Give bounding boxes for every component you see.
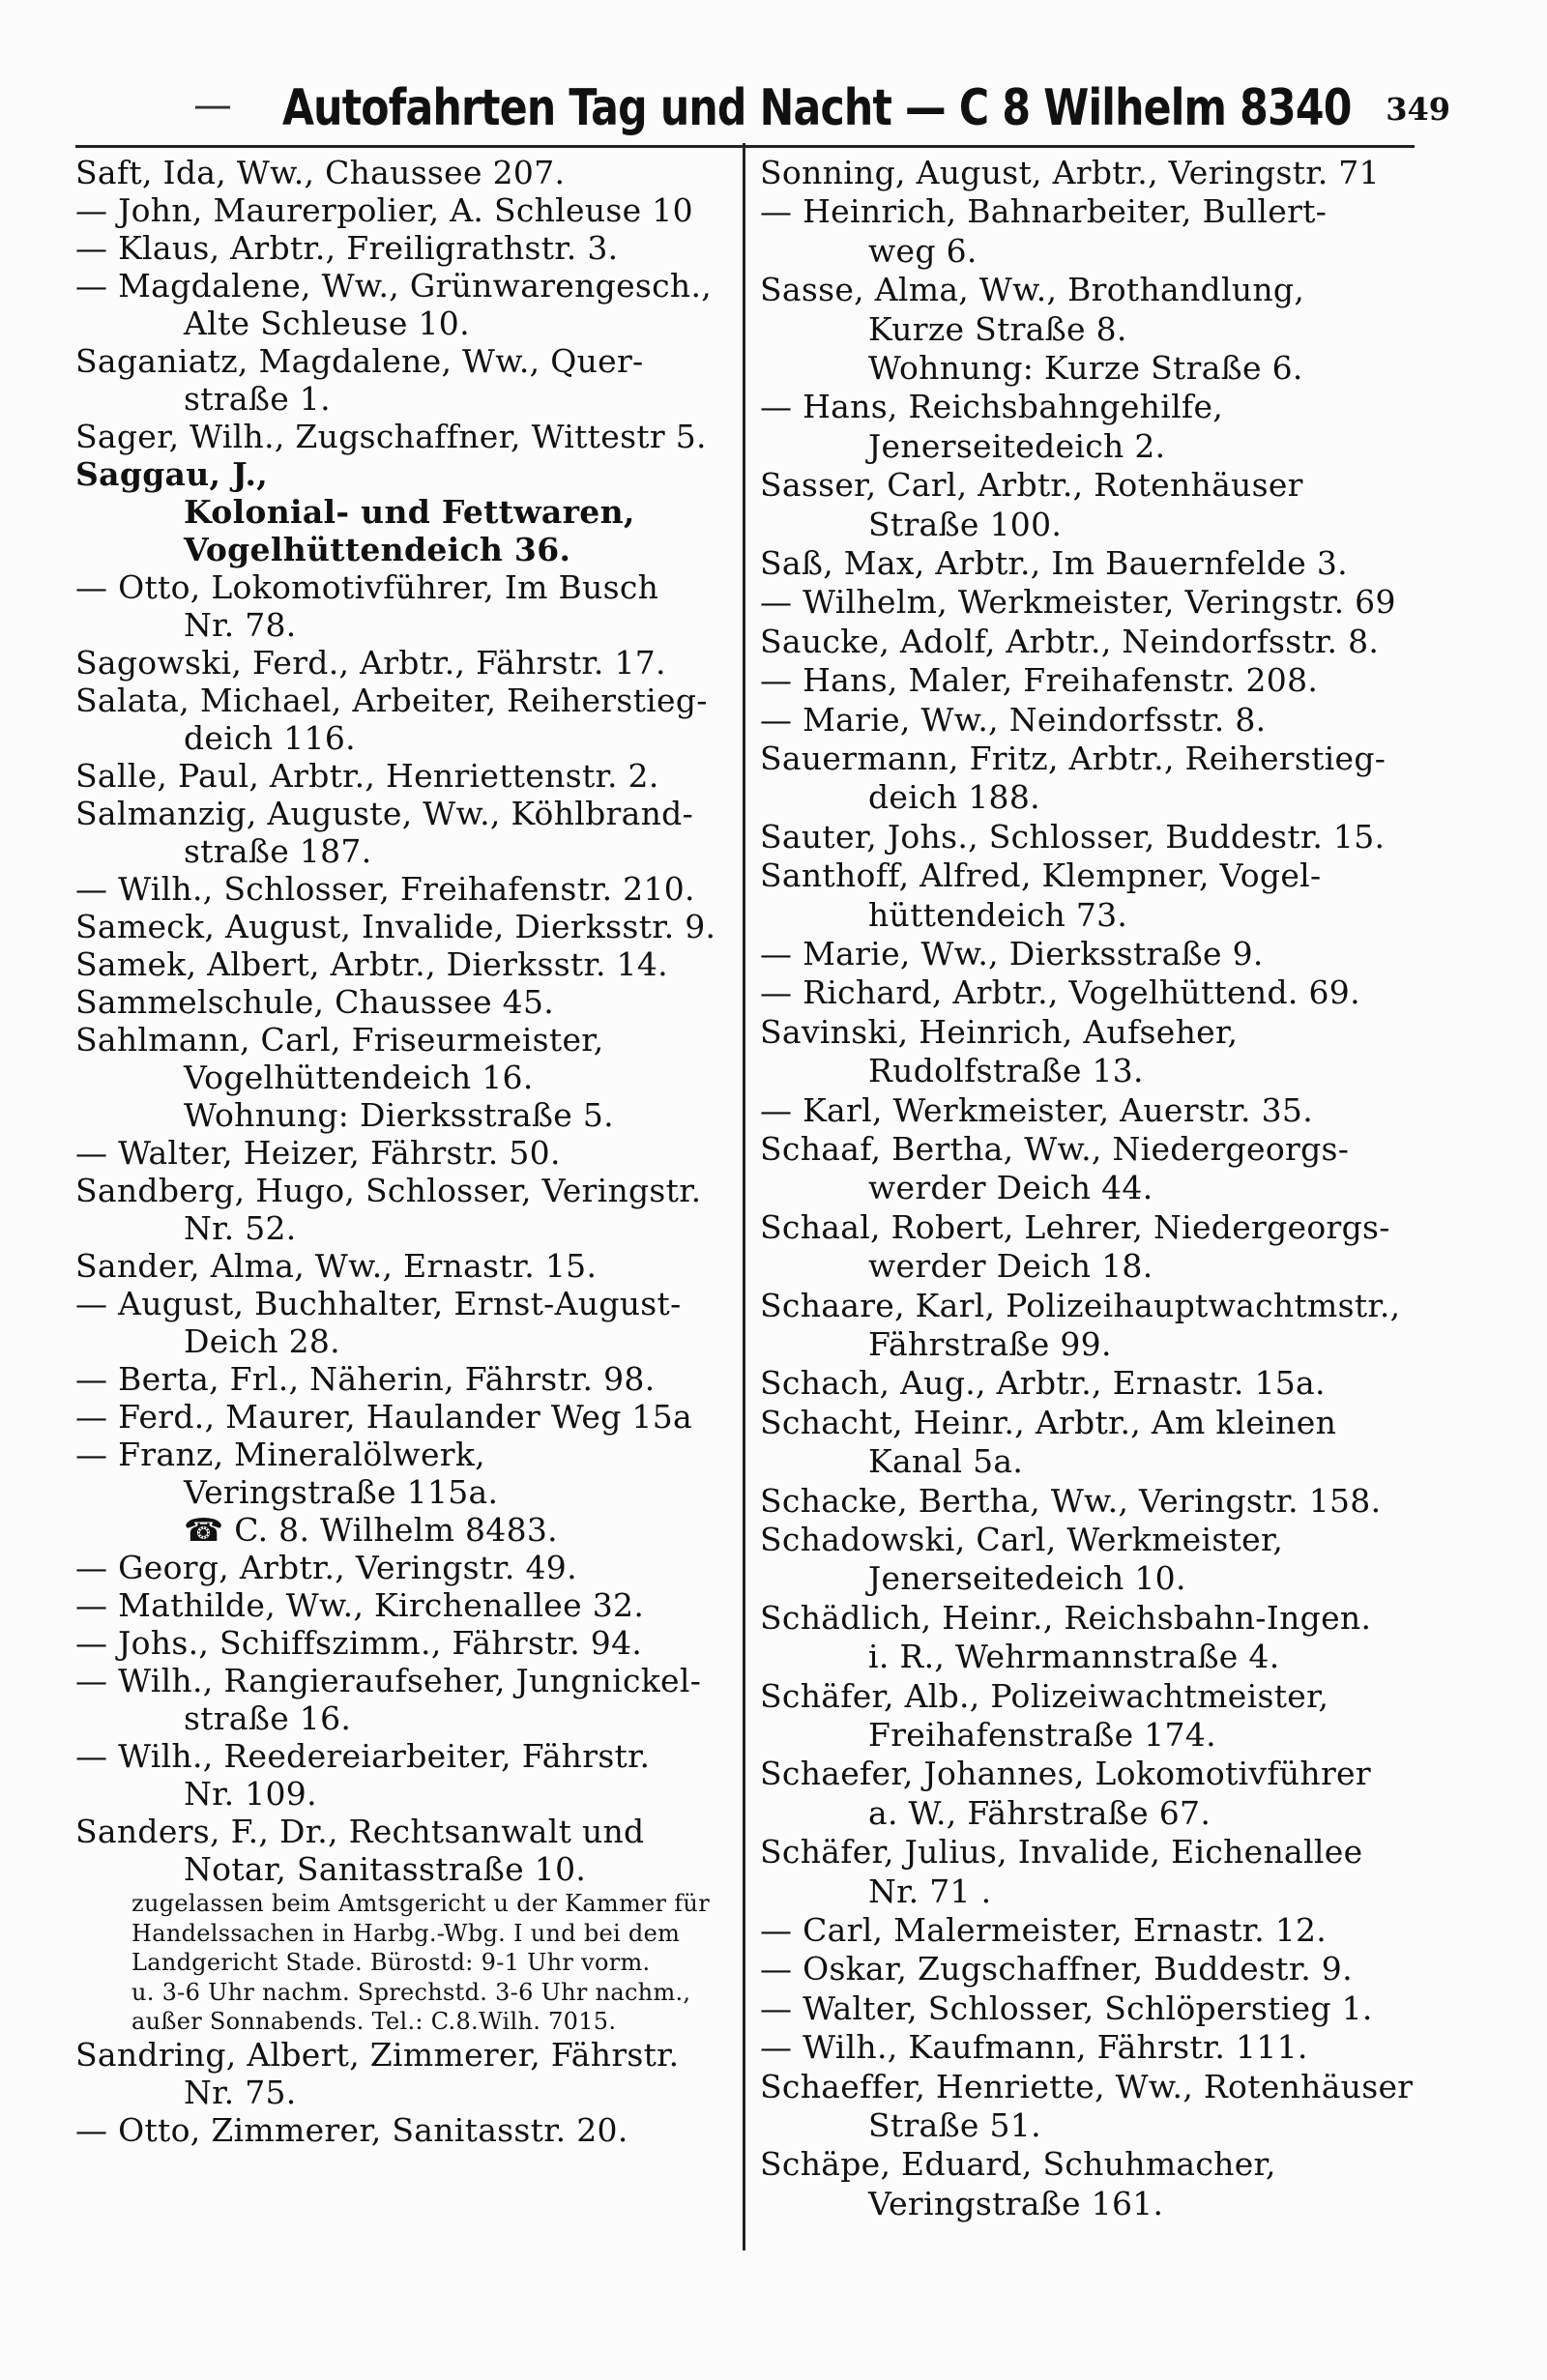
- directory-entry-line: — Wilh., Schlosser, Freihafenstr. 210.: [75, 870, 695, 908]
- directory-entry-line: Sager, Wilh., Zugschaffner, Wittestr 5.: [75, 418, 707, 455]
- entry-continuation-line: i. R., Wehrmannstraße 4.: [868, 1638, 1280, 1676]
- directory-entry-line: — Georg, Arbtr., Veringstr. 49.: [75, 1549, 577, 1586]
- directory-entry-line: — Carl, Malermeister, Ernastr. 12.: [760, 1911, 1328, 1949]
- directory-entry-line: Sonning, August, Arbtr., Veringstr. 71: [760, 154, 1380, 191]
- entry-continuation-line: deich 188.: [868, 778, 1040, 817]
- directory-entry-line: — Walter, Schlosser, Schlöperstieg 1.: [760, 1988, 1373, 2027]
- directory-entry-line: Saß, Max, Arbtr., Im Bauernfelde 3.: [760, 544, 1348, 582]
- directory-entry-line: Saft, Ida, Ww., Chaussee 207.: [75, 154, 566, 191]
- entry-continuation-line: werder Deich 18.: [868, 1247, 1153, 1286]
- directory-entry-line: Sahlmann, Carl, Friseurmeister,: [75, 1021, 604, 1059]
- entry-continuation-line: straße 187.: [184, 832, 372, 870]
- entry-continuation-line: Nr. 71 .: [868, 1872, 992, 1910]
- header-ornament: —: [193, 83, 232, 128]
- directory-entry-line: — Franz, Mineralölwerk,: [75, 1436, 485, 1473]
- column-divider: [743, 143, 745, 2250]
- directory-entry-line: — Otto, Lokomotivführer, Im Busch: [75, 568, 659, 606]
- entry-continuation-line: Vogelhüttendeich 16.: [184, 1059, 534, 1096]
- directory-entry-line: — John, Maurerpolier, A. Schleuse 10: [75, 191, 693, 229]
- entry-continuation-line: weg 6.: [868, 231, 978, 270]
- entry-continuation-line: a. W., Fährstraße 67.: [868, 1793, 1211, 1832]
- entry-continuation-line: Nr. 109.: [184, 1775, 317, 1813]
- entry-continuation-line: Nr. 52.: [184, 1209, 297, 1247]
- entry-continuation-line: Jenerseitedeich 10.: [868, 1559, 1186, 1598]
- directory-entry-line: Schacke, Bertha, Ww., Veringstr. 158.: [760, 1481, 1382, 1520]
- entry-continuation-line: Wohnung: Kurze Straße 6.: [868, 349, 1303, 387]
- entry-note-line: u. 3-6 Uhr nachm. Sprechstd. 3-6 Uhr nachm.,: [131, 1978, 691, 2006]
- entry-note-line: außer Sonnabends. Tel.: C.8.Wilh. 7015.: [131, 2008, 617, 2035]
- directory-entry-line: Schadowski, Carl, Werkmeister,: [760, 1521, 1284, 1558]
- directory-entry-line: Saucke, Adolf, Arbtr., Neindorfsstr. 8.: [760, 622, 1380, 660]
- directory-entry-line: Schach, Aug., Arbtr., Ernastr. 15a.: [760, 1364, 1326, 1403]
- directory-entry-line: Schacht, Heinr., Arbtr., Am kleinen: [760, 1403, 1337, 1441]
- entry-continuation-line: Vogelhüttendeich 36.: [184, 531, 571, 568]
- entry-continuation-line: hüttendeich 73.: [868, 895, 1128, 934]
- directory-entry-line: Sauter, Johs., Schlosser, Buddestr. 15.: [760, 817, 1386, 856]
- directory-entry-line: — Wilh., Kaufmann, Fährstr. 111.: [760, 2028, 1308, 2067]
- entry-continuation-line: Nr. 78.: [184, 606, 297, 644]
- directory-entry-line: Sauermann, Fritz, Arbtr., Reiherstieg-: [760, 740, 1386, 777]
- directory-entry-line: — Walter, Heizer, Fährstr. 50.: [75, 1134, 561, 1172]
- entry-continuation-line: Straße 51.: [868, 2106, 1041, 2144]
- directory-entry-line: — Oskar, Zugschaffner, Buddestr. 9.: [760, 1950, 1353, 1988]
- directory-entry-line: Schäpe, Eduard, Schuhmacher,: [760, 2145, 1276, 2184]
- entry-note-line: zugelassen beim Amtsgericht u der Kammer für: [131, 1890, 710, 1917]
- page-number: 349: [1386, 91, 1450, 128]
- entry-continuation-line: Wohnung: Dierksstraße 5.: [184, 1096, 614, 1134]
- directory-entry-line: Salle, Paul, Arbtr., Henriettenstr. 2.: [75, 757, 659, 795]
- directory-entry-line: — Heinrich, Bahnarbeiter, Bullert-: [760, 192, 1328, 231]
- directory-entry-line: Schädlich, Heinr., Reichsbahn-Ingen.: [760, 1598, 1372, 1637]
- entry-continuation-line: Notar, Sanitasstraße 10.: [184, 1850, 587, 1888]
- directory-entry-line: — Wilh., Reedereiarbeiter, Fährstr.: [75, 1737, 651, 1775]
- entry-continuation-line: Freihafenstraße 174.: [868, 1716, 1216, 1754]
- directory-entry-line: Schaaf, Bertha, Ww., Niedergeorgs-: [760, 1130, 1350, 1168]
- directory-entry-line: Salmanzig, Auguste, Ww., Köhlbrand-: [75, 795, 694, 832]
- directory-entry-line: — Magdalene, Ww., Grünwarengesch.,: [75, 267, 713, 305]
- directory-entry-line: — Richard, Arbtr., Vogelhüttend. 69.: [760, 973, 1360, 1012]
- directory-entry-line: — August, Buchhalter, Ernst-August-: [75, 1285, 682, 1322]
- directory-entry-line: Samek, Albert, Arbtr., Dierksstr. 14.: [75, 945, 668, 983]
- directory-entry-line: Sammelschule, Chaussee 45.: [75, 983, 555, 1021]
- directory-entry-line: — Wilhelm, Werkmeister, Veringstr. 69: [760, 583, 1396, 622]
- entry-continuation-line: straße 1.: [184, 380, 331, 418]
- directory-entry-line: — Mathilde, Ww., Kirchenallee 32.: [75, 1586, 645, 1624]
- directory-entry-line: Schäfer, Alb., Polizeiwachtmeister,: [760, 1676, 1329, 1715]
- entry-continuation-line: Nr. 75.: [184, 2073, 297, 2111]
- entry-continuation-line: ☎ C. 8. Wilhelm 8483.: [184, 1511, 558, 1549]
- directory-entry-line: Schaal, Robert, Lehrer, Niedergeorgs-: [760, 1207, 1390, 1246]
- directory-entry-line: — Marie, Ww., Dierksstraße 9.: [760, 935, 1264, 972]
- directory-entry-line: — Wilh., Rangieraufseher, Jungnickel-: [75, 1662, 702, 1699]
- directory-entry-line: Sameck, August, Invalide, Dierksstr. 9.: [75, 908, 716, 945]
- entry-continuation-line: Deich 28.: [184, 1322, 340, 1360]
- directory-entry-line: Santhoff, Alfred, Klempner, Vogel-: [760, 856, 1322, 895]
- directory-entry-line: Sander, Alma, Ww., Ernastr. 15.: [75, 1247, 598, 1285]
- entry-continuation-line: straße 16.: [184, 1699, 352, 1737]
- directory-entry-line: Schaefer, Johannes, Lokomotivführer: [760, 1755, 1371, 1793]
- entry-continuation-line: Jenerseitedeich 2.: [868, 426, 1166, 465]
- directory-entry-line: Sasse, Alma, Ww., Brothandlung,: [760, 271, 1305, 309]
- entry-continuation-line: deich 116.: [184, 719, 356, 757]
- entry-note-line: Handelssachen in Harbg.-Wbg. I und bei dem: [131, 1919, 681, 1947]
- header-advert-title: Autofahrten Tag und Nacht — C 8 Wilhelm 8340: [282, 79, 1352, 137]
- directory-entry-line: Schaare, Karl, Polizeihauptwachtmstr.,: [760, 1286, 1401, 1324]
- entry-continuation-line: Kurze Straße 8.: [868, 309, 1127, 348]
- directory-entry-line: — Marie, Ww., Neindorfsstr. 8.: [760, 700, 1267, 739]
- directory-entry-line: Sandberg, Hugo, Schlosser, Veringstr.: [75, 1172, 702, 1209]
- directory-entry-line: Sanders, F., Dr., Rechtsanwalt und: [75, 1813, 645, 1850]
- directory-entry-line: Sasser, Carl, Arbtr., Rotenhäuser: [760, 466, 1303, 505]
- directory-entry-line: — Ferd., Maurer, Haulander Weg 15a: [75, 1398, 692, 1436]
- entry-continuation-line: Veringstraße 161.: [868, 2184, 1164, 2222]
- directory-entry-line: Salata, Michael, Arbeiter, Reiherstieg-: [75, 682, 708, 719]
- directory-entry-line: — Karl, Werkmeister, Auerstr. 35.: [760, 1090, 1313, 1129]
- entry-continuation-line: Fährstraße 99.: [868, 1325, 1112, 1363]
- entry-continuation-line: Straße 100.: [868, 505, 1063, 543]
- directory-entry-line: Schaeffer, Henriette, Ww., Rotenhäuser: [760, 2067, 1414, 2105]
- directory-entry-line: — Hans, Reichsbahngehilfe,: [760, 388, 1224, 426]
- directory-entry-line: — Johs., Schiffszimm., Fährstr. 94.: [75, 1624, 643, 1662]
- directory-entry-line: Sagowski, Ferd., Arbtr., Fährstr. 17.: [75, 644, 666, 682]
- entry-continuation-line: Kanal 5a.: [868, 1442, 1024, 1481]
- directory-entry-line: Saggau, J.,: [75, 455, 269, 493]
- directory-entry-line: — Klaus, Arbtr., Freiligrathstr. 3.: [75, 229, 619, 267]
- entry-continuation-line: werder Deich 44.: [868, 1169, 1153, 1207]
- directory-entry-line: Savinski, Heinrich, Aufseher,: [760, 1012, 1239, 1051]
- page-header: [68, 70, 1499, 157]
- entry-continuation-line: Veringstraße 115a.: [184, 1473, 499, 1511]
- directory-entry-line: — Otto, Zimmerer, Sanitasstr. 20.: [75, 2110, 628, 2149]
- directory-entry-line: Schäfer, Julius, Invalide, Eichenallee: [760, 1833, 1363, 1872]
- directory-entry-line: Sandring, Albert, Zimmerer, Fährstr.: [75, 2035, 680, 2074]
- directory-entry-line: — Hans, Maler, Freihafenstr. 208.: [760, 661, 1319, 700]
- entry-continuation-line: Rudolfstraße 13.: [868, 1052, 1144, 1090]
- directory-entry-line: Saganiatz, Magdalene, Ww., Quer-: [75, 342, 644, 380]
- entry-note-line: Landgericht Stade. Bürostd: 9-1 Uhr vorm.: [131, 1949, 651, 1976]
- entry-continuation-line: Kolonial- und Fettwaren,: [184, 493, 635, 531]
- entry-continuation-line: Alte Schleuse 10.: [184, 305, 470, 342]
- directory-entry-line: — Berta, Frl., Näherin, Fährstr. 98.: [75, 1360, 656, 1398]
